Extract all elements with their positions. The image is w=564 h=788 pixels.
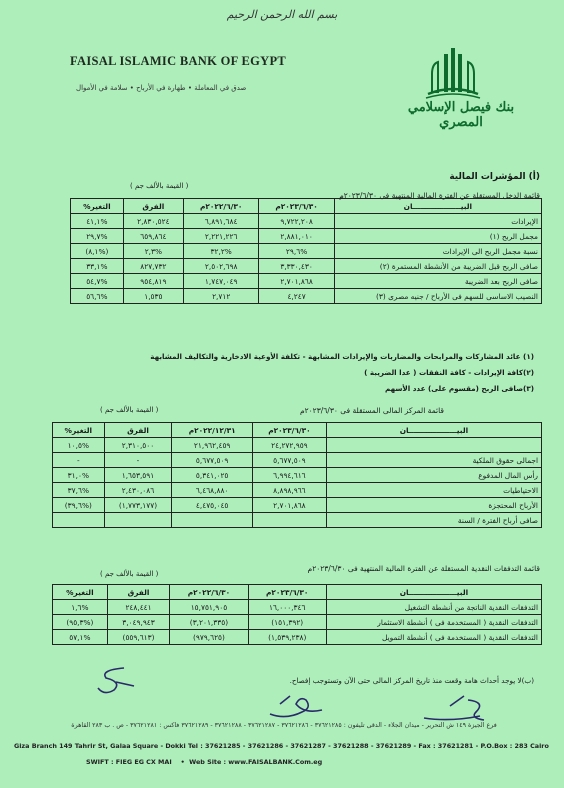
income-header-row [71,199,542,214]
income-row-label: النصيب الاساسى للسهم فى الأرباح / جنيه مصرى (٣) [334,289,541,304]
cash-flows-header-cell: الفرق [107,585,170,600]
income-header-cell: التغير% [71,199,124,214]
income-value-cell: %٢٩,٦ [259,244,334,259]
income-value-cell: ٢,٨٣٠,٥٢٤ [123,214,183,229]
cash-flows-row [53,615,542,630]
income-unit-label: ( القيمة بالألف جم ) [130,182,189,190]
cash-flows-row-label: التدفقات النقدية الناتجة من أنشطة التشغيل [326,600,541,615]
website-link[interactable]: Web Site : www.FAISALBANK.Com.eg [189,758,323,766]
cash-flows-value-cell: ٣,٠٤٩,٩٤٣ [107,615,170,630]
cash-flows-value-cell: %١,٦ [53,600,108,615]
income-value-cell: ٩,٧٢٢,٢٠٨ [259,214,334,229]
income-value-cell: %٣٣,١ [71,259,124,274]
income-value-cell: ٢,٧٠١,٨٦٨ [259,274,334,289]
income-row [71,274,542,289]
income-row-label: صافى الربح قبل الضريبة من الأنشطة المستمرة (٢) [334,259,541,274]
income-value-cell: (%٨,١) [71,244,124,259]
income-value-cell: ٢,٢٢١,٢٢٦ [183,229,258,244]
financial-position-value-cell: ٢,٧٠١,٨٦٨ [252,498,326,513]
cash-flows-value-cell: ١٥,٧٥١,٩٠٥ [170,600,248,615]
financial-position-row-label: اجمالى حقوق الملكية [326,453,541,468]
income-value-cell: ١,٥٣٥ [123,289,183,304]
income-value-cell: %٥٤,٧ [71,274,124,289]
financial-position-value-cell: (١,٧٧٣,١٧٧) [104,498,172,513]
financial-position-value-cell [172,513,253,528]
address-arabic: فرع الجيزة ١٤٩ ش التحرير - ميدان الجلاء - الدقى تليفون : ٣٧٦٢١٢٨٥ - ٣٧٦٢١٢٨٦ - ٣٧٦٢١٢٨٧ - ٣٧٦٢١٢٨٨ - ٣٧٦٢١٢٨٩ فاكس : ٣٧٦٢١٢٨١ - ص . ب ٢٨٣ القاهرة [71,722,497,729]
financial-position-value-cell: - [53,453,105,468]
cash-flows-value-cell: (٣,٢٠١,٣٣٥) [170,615,248,630]
income-row [71,289,542,304]
income-value-cell: ٢,٥٠٢,٦٩٨ [183,259,258,274]
financial-position-value-cell [104,513,172,528]
income-row-label: مجمل الربح (١) [334,229,541,244]
income-value-cell: %٤١,١ [71,214,124,229]
income-statement-table [70,198,542,304]
financial-position-row-label [326,438,541,453]
cash-flows-value-cell: (٩٧٩,٦٢٥) [170,630,248,645]
swift-code: SWIFT : FIEG EG CX MAI [86,758,172,766]
financial-position-value-cell [53,513,105,528]
section-title-financial-indicators: (أ) المؤشرات المالية [449,172,540,182]
financial-position-header-cell: ٢٠٢٢/١٢/٣١م [172,423,253,438]
cash-flows-row-label: التدفقات النقدية ( المستخدمة فى ) أنشطة التمويل [326,630,541,645]
cash-flows-row [53,630,542,645]
financial-position-value-cell: ٦,٤٦٨,٨٨٠ [172,483,253,498]
financial-position-unit-label: ( القيمة بالألف جم ) [100,406,159,414]
mosque-logo-icon [424,44,482,100]
financial-position-value-cell: ٦,٩٩٤,٦١٦ [252,468,326,483]
income-note: (٣)صافى الربح (مقسوم على) عدد الأسهم [384,384,534,393]
income-value-cell: ٨٢٧,٧٣٢ [123,259,183,274]
cash-flows-header-row [53,585,542,600]
income-statement-caption: قائمة الدخل المستقلة عن الفترة المالية المنتهية فى ٢٠٢٣/٦/٣٠م [339,191,540,200]
financial-position-caption: قائمة المركز المالى المستقلة فى ٢٠٢٣/٦/٣٠م [299,406,444,415]
cash-flows-value-cell: %٥٧,١ [53,630,108,645]
financial-position-header-cell: ٢٠٢٣/٦/٣٠م [252,423,326,438]
income-header-cell: الفرق [123,199,183,214]
financial-position-value-cell: ٥,٦٧٧,٥٠٩ [252,453,326,468]
financial-position-value-cell: ١,٦٥٣,٥٩١ [104,468,172,483]
income-row-label: صافى الربح بعد الضريبة [334,274,541,289]
bank-name-english: FAISAL ISLAMIC BANK OF EGYPT [70,54,287,68]
bank-name-arabic: بنك فيصل الإسلامي المصري [407,100,515,130]
financial-position-value-cell: - [104,453,172,468]
income-value-cell: ٤,٢٤٧ [259,289,334,304]
financial-position-header-cell: التغير% [53,423,105,438]
income-row [71,229,542,244]
income-row [71,244,542,259]
financial-position-table [52,422,542,528]
financial-position-row [53,468,542,483]
financial-position-value-cell: ٥,٣٤١,٠٢٥ [172,468,253,483]
financial-position-value-cell: ٥,٦٧٧,٥٠٩ [172,453,253,468]
cash-flows-unit-label: ( القيمة بالألف جم ) [100,570,159,578]
cash-flows-table [52,584,542,645]
signature-right [420,692,496,726]
footnote-b: (ب)لا يوجد أحداث هامة وقعت منذ تاريخ المركز المالى حتى الآن وتستوجب إفصاح. [289,676,534,685]
income-value-cell: %٣٢,٢ [183,244,258,259]
swift-and-web: SWIFT : FIEG EG CX MAI • Web Site : www.FAISALBANK.Com.eg [86,758,323,766]
income-value-cell: ٣,٣٣٠,٤٣٠ [259,259,334,274]
cash-flows-value-cell: (١,٥٣٩,٢٣٨) [248,630,326,645]
cash-flows-value-cell: ١٦,٠٠٠,٣٤٦ [248,600,326,615]
financial-position-row-label: رأس المال المدفوع [326,468,541,483]
financial-position-row [53,483,542,498]
cash-flows-value-cell: (٥٥٩,٦١٣) [107,630,170,645]
financial-position-value-cell: ٤,٤٧٥,٠٤٥ [172,498,253,513]
cash-flows-value-cell: ٢٤٨,٤٤١ [107,600,170,615]
income-value-cell: ٦,٨٩١,٦٨٤ [183,214,258,229]
financial-position-value-cell: ٢١,٩٦٢,٤٥٩ [172,438,253,453]
financial-position-row-label: الاحتياطيات [326,483,541,498]
financial-position-header-cell: البيـــــــــــــــــــان [326,423,541,438]
income-row [71,259,542,274]
cash-flows-value-cell: (%٩٥,٣) [53,615,108,630]
financial-position-row-label: الأرباح المحتجزة [326,498,541,513]
financial-position-row-label: صافى أرباح الفترة / السنة [326,513,541,528]
cash-flows-header-cell: ٢٠٢٢/٦/٣٠م [170,585,248,600]
financial-position-value-cell: ٢,٤٣٠,٠٨٦ [104,483,172,498]
income-value-cell: ٢,٨٨١,٠١٠ [259,229,334,244]
income-header-cell: البيـــــــــــــــــــان [334,199,541,214]
financial-position-value-cell: ٨,٨٩٨,٩٦٦ [252,483,326,498]
cash-flows-header-cell: ٢٠٢٣/٦/٣٠م [248,585,326,600]
address-english: Giza Branch 149 Tahrir St, Galaa Square - Dokki Tel : 37621285 - 37621286 - 37621287 - 37621288 - 37621289 - Fax : 37621281 - P.O.Box : 283 Cairo [14,742,549,750]
cash-flows-row [53,600,542,615]
income-value-cell: %٥٦,٦ [71,289,124,304]
income-value-cell: ٩٥٤,٨١٩ [123,274,183,289]
financial-position-row [53,438,542,453]
income-value-cell: ٢,٧١٢ [183,289,258,304]
income-row-label: الإيرادات [334,214,541,229]
financial-position-value-cell: ٢٤,٢٧٢,٩٥٩ [252,438,326,453]
income-note: (٢)كافة الإيرادات - كافة النفقات ( عدا الضريبة ) [364,368,534,377]
financial-position-header-cell: الفرق [104,423,172,438]
income-header-cell: ٢٠٢٣/٦/٣٠م [259,199,334,214]
income-value-cell: ١,٧٤٧,٠٤٩ [183,274,258,289]
financial-position-header-row [53,423,542,438]
income-value-cell: %٢٩,٧ [71,229,124,244]
cash-flows-caption: قائمة التدفقات النقدية المستقلة عن الفترة المالية المنتهية فى ٢٠٢٣/٦/٣٠م [307,564,540,573]
financial-position-row [53,513,542,528]
financial-position-value-cell: %٣١,٠ [53,468,105,483]
cash-flows-header-cell: التغير% [53,585,108,600]
income-row-label: نسبة مجمل الربح الى الإيرادات [334,244,541,259]
financial-position-value-cell: %٣٧,٦ [53,483,105,498]
financial-position-value-cell: %١٠,٥ [53,438,105,453]
signature-middle [266,690,326,724]
cash-flows-row-label: التدفقات النقدية ( المستخدمة فى ) أنشطة الاستثمار [326,615,541,630]
financial-position-value-cell [252,513,326,528]
cash-flows-value-cell: (١٥١,٣٩٢) [248,615,326,630]
financial-position-value-cell: (%٣٩,٦) [53,498,105,513]
bank-slogan: صدق في المعاملة • طهارة في الأرباح • سلامة في الأموال [76,84,247,92]
income-row [71,214,542,229]
financial-position-value-cell: ٢,٣١٠,٥٠٠ [104,438,172,453]
financial-position-row [53,498,542,513]
income-value-cell: %٢,٣ [123,244,183,259]
signature-left [94,664,140,698]
income-note: (١) عائد المشاركات والمرابحات والمضاربات والإيرادات المشابهة - تكلفة الأوعية الادخارية والتكاليف المشابهة [150,352,534,361]
cash-flows-header-cell: البيـــــــــــــــــــان [326,585,541,600]
income-header-cell: ٢٠٢٢/٦/٣٠م [183,199,258,214]
bismillah-heading: بسم الله الرحمن الرحيم [226,8,338,21]
income-value-cell: ٦٥٩,٨٦٤ [123,229,183,244]
financial-position-row [53,453,542,468]
